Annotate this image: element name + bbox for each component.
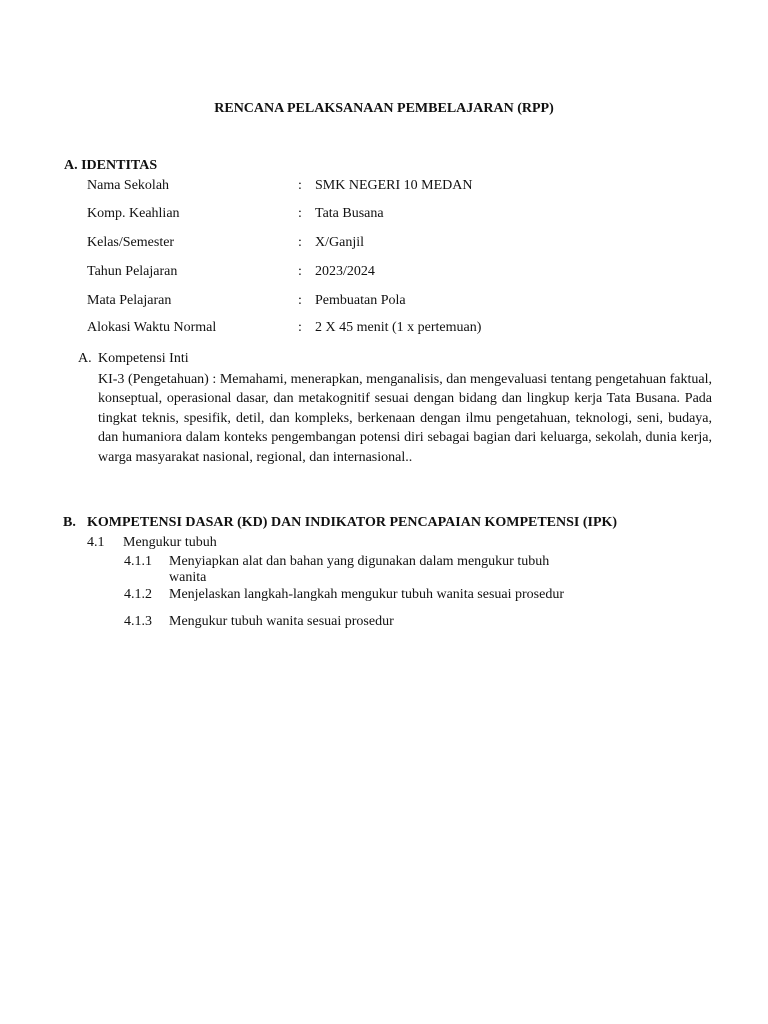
identity-label-komp-keahlian: Komp. Keahlian (87, 206, 180, 221)
indicator-number: 4.1.1 (124, 554, 152, 569)
identity-value-tahun-pelajaran: 2023/2024 (315, 264, 375, 279)
identity-colon: : (298, 235, 302, 250)
indicator-text: Mengukur tubuh wanita sesuai prosedur (169, 614, 394, 629)
identity-value-kelas-semester: X/Ganjil (315, 235, 364, 250)
kd-number: 4.1 (87, 535, 105, 550)
identity-colon: : (298, 320, 302, 335)
indicator-text-continuation: wanita (169, 570, 207, 585)
indicator-number: 4.1.3 (124, 614, 152, 629)
section-a-heading: A. IDENTITAS (64, 158, 158, 173)
identity-value-nama-sekolah: SMK NEGERI 10 MEDAN (315, 178, 473, 193)
section-b-heading: KOMPETENSI DASAR (KD) DAN INDIKATOR PENCAPAIAN KOMPETENSI (IPK) (87, 515, 618, 530)
section-b-letter: B. (63, 515, 76, 530)
indicator-text: Menjelaskan langkah-langkah mengukur tubuh wanita sesuai prosedur (169, 587, 565, 602)
indicator-number: 4.1.2 (124, 587, 152, 602)
identity-value-komp-keahlian: Tata Busana (315, 206, 384, 221)
identity-label-alokasi-waktu: Alokasi Waktu Normal (87, 320, 217, 335)
kd-label: Mengukur tubuh (123, 535, 217, 550)
identity-colon: : (298, 264, 302, 279)
identity-label-kelas-semester: Kelas/Semester (87, 235, 175, 250)
indicator-text: Menyiapkan alat dan bahan yang digunakan dalam mengukur tubuh (169, 554, 550, 569)
identity-colon: : (298, 293, 302, 308)
document-title: RENCANA PELAKSANAAN PEMBELAJARAN (RPP) (214, 101, 554, 116)
identity-value-mata-pelajaran: Pembuatan Pola (315, 293, 406, 308)
kompetensi-inti-number: A. (78, 351, 92, 366)
identity-label-tahun-pelajaran: Tahun Pelajaran (87, 264, 178, 279)
identity-value-alokasi-waktu: 2 X 45 menit (1 x pertemuan) (315, 320, 482, 335)
identity-colon: : (298, 206, 302, 221)
kompetensi-inti-title: Kompetensi Inti (98, 351, 189, 366)
identity-label-mata-pelajaran: Mata Pelajaran (87, 293, 172, 308)
identity-colon: : (298, 178, 302, 193)
identity-label-nama-sekolah: Nama Sekolah (87, 178, 170, 193)
kompetensi-inti-paragraph: KI-3 (Pengetahuan) : Memahami, menerapkan, menganalisis, dan mengevaluasi tentang pengetahuan faktual, konseptual, operasional dasar, dan metakognitif sesuai dengan bidang dan lingkup kerja Tata Busana. Pada tingkat teknis, spesifik, detil, dan kompleks, berkenaan dengan ilmu pengetahuan, teknologi, seni, budaya, dan humaniora dalam konteks pengembangan potensi diri sebagai bagian dari keluarga, sekolah, dunia kerja, warga masyarakat nasional, regional, dan internasional.. (98, 372, 712, 465)
